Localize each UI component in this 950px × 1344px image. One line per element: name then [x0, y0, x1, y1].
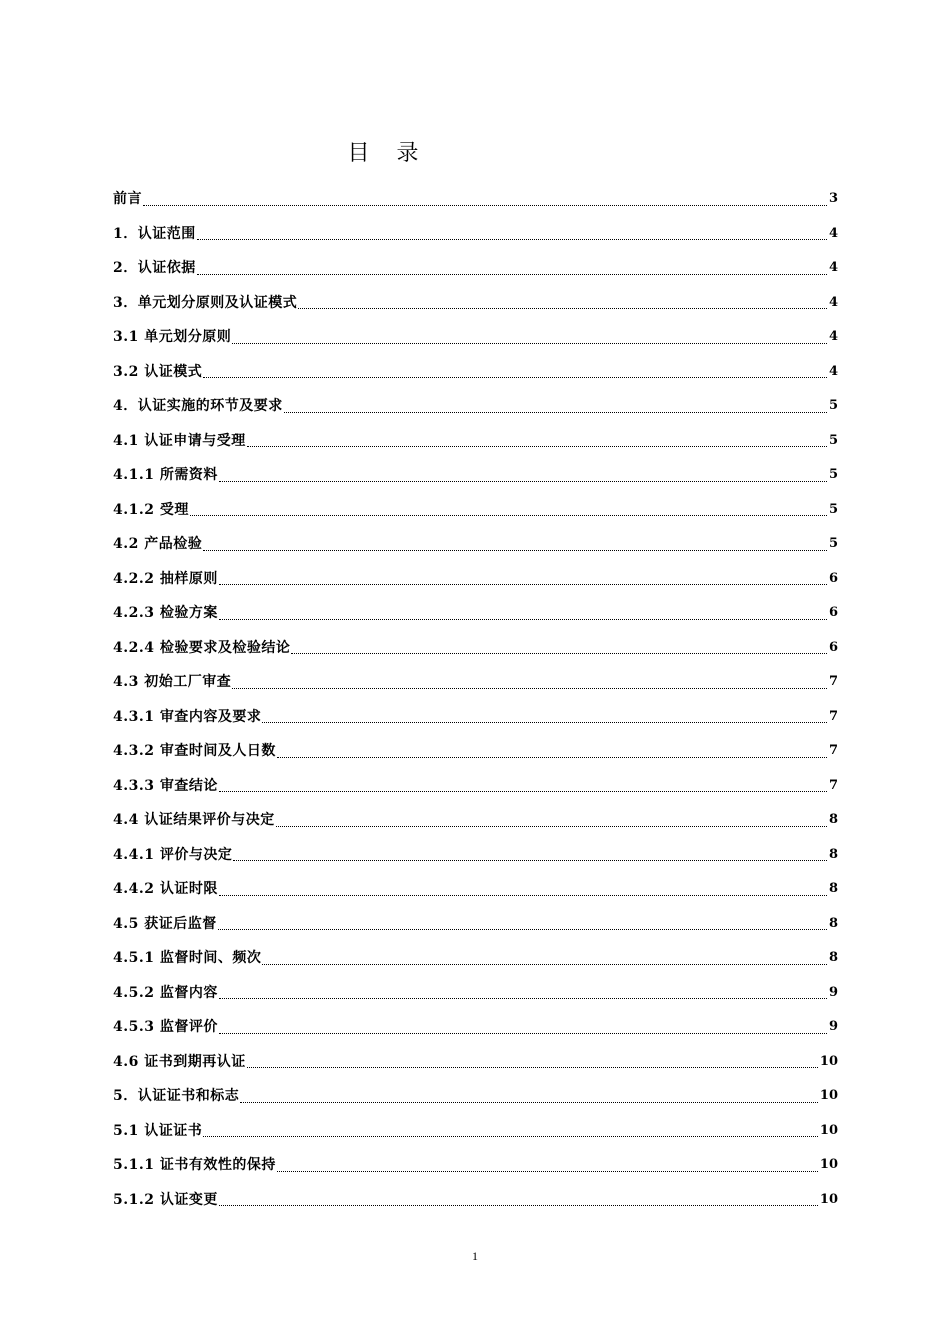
- toc-entry[interactable]: [113, 1114, 838, 1149]
- toc-entry[interactable]: [113, 769, 838, 804]
- toc-entry[interactable]: [113, 355, 838, 390]
- toc-entry-page-number: 10: [819, 1191, 838, 1207]
- toc-entry-label: 4．认证实施的环节及要求: [113, 398, 283, 414]
- toc-entry-label: 4.6 证书到期再认证: [113, 1053, 246, 1070]
- toc-entry-page-number: 4: [828, 294, 838, 310]
- toc-entry[interactable]: [113, 838, 838, 873]
- toc-entry-label: 4.4.2 认证时限: [113, 881, 218, 897]
- toc-entry-page-number: 4: [828, 329, 838, 344]
- toc-entry[interactable]: [113, 872, 838, 907]
- toc-entry-page-number: 4: [828, 225, 838, 241]
- toc-dot-leader: [298, 308, 827, 309]
- toc-entry-label: 4.3.3 审查结论: [113, 777, 218, 794]
- toc-entry[interactable]: [113, 803, 838, 838]
- toc-entry[interactable]: [113, 1045, 838, 1080]
- toc-entry[interactable]: [113, 1183, 838, 1218]
- toc-entry-page-number: 5: [828, 501, 838, 517]
- toc-entry-label: 4.1.1 所需资料: [113, 467, 218, 483]
- toc-entry-page-number: 9: [828, 984, 838, 1000]
- toc-entry[interactable]: [113, 389, 838, 424]
- toc-dot-leader: [197, 239, 827, 240]
- toc-dot-leader: [277, 1171, 818, 1172]
- toc-entry-label: 4.3 初始工厂审查: [113, 674, 232, 690]
- toc-entry-page-number: 10: [819, 1157, 838, 1172]
- toc-title: 目 录: [347, 141, 429, 166]
- toc-entry-label: 5.1.2 认证变更: [113, 1191, 218, 1208]
- toc-dot-leader: [247, 446, 827, 447]
- toc-entry[interactable]: [113, 596, 838, 631]
- toc-dot-leader: [262, 722, 827, 723]
- toc-dot-leader: [218, 929, 827, 930]
- toc-entry-label: 4.4 认证结果评价与决定: [113, 812, 275, 828]
- toc-dot-leader: [219, 1033, 827, 1034]
- toc-entry-label: 4.5.1 监督时间、频次: [113, 950, 262, 966]
- toc-dot-leader: [219, 895, 827, 896]
- toc-entry[interactable]: [113, 217, 838, 252]
- toc-entry[interactable]: [113, 665, 838, 700]
- toc-dot-leader: [277, 757, 827, 758]
- toc-entry-page-number: 3: [828, 191, 838, 206]
- toc-entry-page-number: 9: [828, 1019, 838, 1034]
- toc-dot-leader: [143, 205, 827, 206]
- toc-dot-leader: [284, 412, 827, 413]
- toc-entry-page-number: 8: [828, 812, 838, 827]
- toc-dot-leader: [190, 515, 827, 516]
- toc-dot-leader: [219, 998, 827, 999]
- toc-entry[interactable]: [113, 251, 838, 286]
- toc-dot-leader: [247, 1067, 818, 1068]
- toc-entry-page-number: 8: [828, 950, 838, 965]
- toc-entry-page-number: 8: [828, 915, 838, 931]
- toc-entry-label: 5.1 认证证书: [113, 1122, 203, 1139]
- toc-entry[interactable]: [113, 182, 838, 217]
- toc-entry-label: 5．认证证书和标志: [113, 1088, 240, 1104]
- toc-entry-page-number: 4: [828, 260, 838, 275]
- toc-entry-page-number: 10: [819, 1122, 838, 1138]
- toc-entry-page-number: 5: [828, 398, 838, 413]
- page-number: 1: [472, 1249, 478, 1263]
- toc-entry-page-number: 5: [828, 432, 838, 448]
- toc-entry[interactable]: [113, 1010, 838, 1045]
- toc-entry-label: 4.3.2 审查时间及人日数: [113, 743, 276, 759]
- toc-entry-label: 4.5.2 监督内容: [113, 984, 218, 1001]
- table-of-contents: [113, 182, 838, 1217]
- toc-dot-leader: [203, 377, 827, 378]
- toc-dot-leader: [240, 1102, 818, 1103]
- toc-entry[interactable]: [113, 907, 838, 942]
- toc-entry-page-number: 7: [828, 708, 838, 724]
- toc-entry[interactable]: [113, 493, 838, 528]
- toc-entry-page-number: 7: [828, 777, 838, 793]
- toc-entry-page-number: 7: [828, 743, 838, 758]
- toc-dot-leader: [276, 826, 827, 827]
- toc-dot-leader: [219, 791, 827, 792]
- toc-entry-page-number: 10: [819, 1053, 838, 1069]
- toc-dot-leader: [197, 274, 827, 275]
- toc-entry[interactable]: [113, 631, 838, 666]
- toc-entry-page-number: 6: [828, 570, 838, 586]
- toc-entry[interactable]: [113, 1148, 838, 1183]
- toc-entry-label: 前言: [113, 191, 142, 207]
- toc-entry-label: 4.3.1 审查内容及要求: [113, 708, 262, 725]
- toc-entry-label: 4.4.1 评价与决定: [113, 846, 233, 863]
- toc-entry-page-number: 4: [828, 363, 838, 379]
- toc-entry-label: 4.2 产品检验: [113, 536, 203, 552]
- toc-entry-page-number: 5: [828, 467, 838, 482]
- toc-entry-label: 4.2.3 检验方案: [113, 605, 218, 621]
- toc-entry[interactable]: [113, 458, 838, 493]
- toc-dot-leader: [232, 343, 827, 344]
- toc-entry-label: 1．认证范围: [113, 225, 196, 242]
- toc-entry[interactable]: [113, 562, 838, 597]
- toc-entry-page-number: 8: [828, 846, 838, 862]
- toc-entry-page-number: 8: [828, 881, 838, 896]
- toc-dot-leader: [262, 964, 827, 965]
- toc-entry-label: 3.1 单元划分原则: [113, 329, 232, 345]
- toc-entry[interactable]: [113, 1079, 838, 1114]
- toc-dot-leader: [291, 653, 827, 654]
- toc-entry[interactable]: [113, 976, 838, 1011]
- toc-entry[interactable]: [113, 527, 838, 562]
- toc-entry-label: 4.2.2 抽样原则: [113, 570, 218, 587]
- toc-entry-page-number: 6: [828, 639, 838, 655]
- toc-entry[interactable]: [113, 941, 838, 976]
- toc-entry-label: 2．认证依据: [113, 260, 196, 276]
- toc-entry-page-number: 5: [828, 536, 838, 551]
- toc-entry-page-number: 7: [828, 674, 838, 689]
- toc-entry[interactable]: [113, 286, 838, 321]
- toc-dot-leader: [232, 688, 827, 689]
- toc-dot-leader: [219, 481, 827, 482]
- toc-entry-label: 4.1.2 受理: [113, 501, 189, 518]
- toc-dot-leader: [233, 860, 827, 861]
- toc-entry[interactable]: [113, 424, 838, 459]
- toc-entry-label: 5.1.1 证书有效性的保持: [113, 1157, 276, 1173]
- toc-entry-label: 3.2 认证模式: [113, 363, 203, 380]
- toc-dot-leader: [219, 619, 827, 620]
- toc-dot-leader: [203, 550, 827, 551]
- toc-entry-label: 4.1 认证申请与受理: [113, 432, 246, 449]
- toc-entry[interactable]: [113, 320, 838, 355]
- toc-entry-label: 3．单元划分原则及认证模式: [113, 294, 298, 311]
- toc-dot-leader: [203, 1136, 818, 1137]
- toc-entry-label: 4.5 获证后监督: [113, 915, 217, 932]
- toc-entry[interactable]: [113, 700, 838, 735]
- toc-dot-leader: [219, 584, 827, 585]
- toc-entry-label: 4.2.4 检验要求及检验结论: [113, 639, 291, 656]
- toc-entry-label: 4.5.3 监督评价: [113, 1019, 218, 1035]
- toc-entry[interactable]: [113, 734, 838, 769]
- toc-entry-page-number: 10: [819, 1088, 838, 1103]
- toc-dot-leader: [219, 1205, 818, 1206]
- toc-entry-page-number: 6: [828, 605, 838, 620]
